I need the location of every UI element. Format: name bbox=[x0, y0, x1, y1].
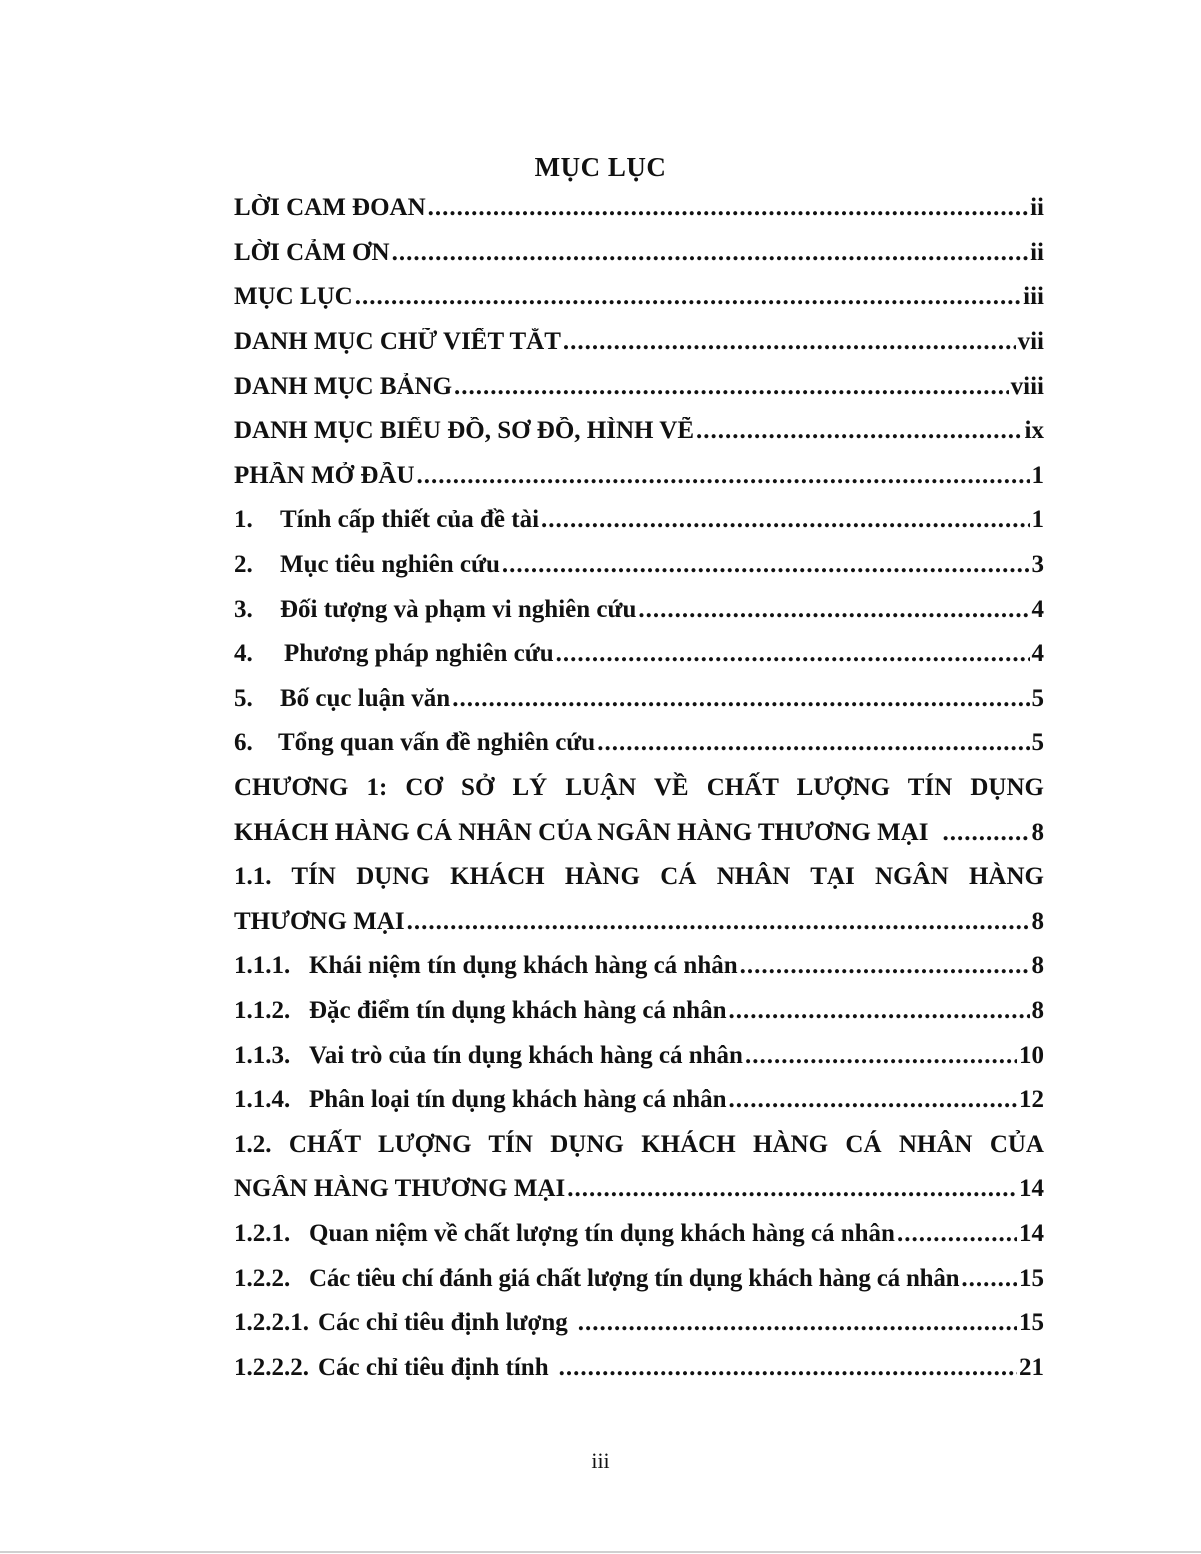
toc-number: 1.1.2. bbox=[234, 996, 291, 1024]
toc-entry-1-1-1[interactable] bbox=[234, 944, 1044, 989]
toc-page-number: ix bbox=[1024, 417, 1044, 445]
toc-entry-muc-luc[interactable] bbox=[234, 275, 1044, 320]
toc-page-number: 8 bbox=[1031, 996, 1044, 1024]
toc-entry-section-1-2-line-2[interactable] bbox=[234, 1167, 1044, 1212]
toc-entry-chapter-1-line-2[interactable] bbox=[234, 810, 1044, 855]
dot-leader bbox=[745, 1042, 1017, 1070]
toc-entry-danh-muc-bang[interactable] bbox=[234, 364, 1044, 409]
toc-page-number: 8 bbox=[1031, 907, 1044, 935]
toc-page-number: 15 bbox=[1019, 1264, 1044, 1292]
toc-label: Đối tượng và phạm vi nghiên cứu bbox=[280, 595, 637, 623]
toc-entry-2[interactable] bbox=[234, 543, 1044, 588]
toc-label: Đặc điểm tín dụng khách hàng cá nhân bbox=[309, 996, 727, 1024]
toc-page-number: 10 bbox=[1019, 1041, 1044, 1069]
toc-page-number: 8 bbox=[1031, 818, 1044, 846]
dot-leader bbox=[392, 239, 1029, 267]
dot-leader bbox=[355, 283, 1021, 311]
toc-label: Các tiêu chí đánh giá chất lượng tín dụng khách hàng cá nhân bbox=[309, 1264, 960, 1292]
dot-leader bbox=[897, 1220, 1017, 1248]
toc-entry-4[interactable] bbox=[234, 632, 1044, 677]
toc-label: Bố cục luận văn bbox=[280, 684, 451, 712]
toc-entry-5[interactable] bbox=[234, 677, 1044, 722]
toc-page-number: vii bbox=[1017, 328, 1044, 356]
toc-label: Phương pháp nghiên cứu bbox=[284, 640, 554, 668]
dot-leader bbox=[567, 1175, 1017, 1203]
toc-entry-1-2-2[interactable] bbox=[234, 1256, 1044, 1301]
toc-entry-loi-cam-on[interactable] bbox=[234, 231, 1044, 276]
dot-leader bbox=[961, 1265, 1017, 1293]
toc-label: Tổng quan vấn đề nghiên cứu bbox=[278, 729, 596, 757]
toc-entry-1-2-1[interactable] bbox=[234, 1212, 1044, 1257]
toc-page-number: 14 bbox=[1019, 1175, 1044, 1203]
toc-page-number: 12 bbox=[1019, 1086, 1044, 1114]
toc-entry-section-1-2-line-1[interactable] bbox=[234, 1122, 1044, 1167]
toc-label: Các chỉ tiêu định lượng bbox=[318, 1309, 568, 1337]
dot-leader bbox=[728, 997, 1029, 1025]
toc-label: THƯƠNG MẠI bbox=[234, 907, 405, 935]
dot-leader bbox=[578, 1309, 1017, 1337]
toc-page-number: 15 bbox=[1019, 1309, 1044, 1337]
toc-page-number: ii bbox=[1030, 194, 1044, 222]
toc-entry-1-1-4[interactable] bbox=[234, 1078, 1044, 1123]
table-of-contents bbox=[234, 186, 1044, 1390]
toc-number: 1.1.3. bbox=[234, 1041, 291, 1069]
dot-leader bbox=[942, 819, 1029, 847]
toc-label: Khái niệm tín dụng khách hàng cá nhân bbox=[309, 952, 738, 980]
toc-entry-1-2-2-1[interactable] bbox=[234, 1301, 1044, 1346]
toc-entry-1-1-2[interactable] bbox=[234, 989, 1044, 1034]
dot-leader bbox=[559, 1354, 1017, 1382]
dot-leader bbox=[407, 908, 1030, 936]
toc-label: NGÂN HÀNG THƯƠNG MẠI bbox=[234, 1175, 566, 1203]
toc-page-number: viii bbox=[1010, 372, 1044, 400]
toc-page-number: 14 bbox=[1019, 1219, 1044, 1247]
toc-page-number: 1 bbox=[1031, 506, 1044, 534]
toc-label: DANH MỤC BẢNG bbox=[234, 372, 453, 400]
toc-number: 1.1.1. bbox=[234, 952, 291, 980]
toc-entry-1-1-3[interactable] bbox=[234, 1033, 1044, 1078]
toc-number: 5. bbox=[234, 684, 253, 712]
toc-page-number: 4 bbox=[1031, 640, 1044, 668]
toc-page-number: 4 bbox=[1031, 595, 1044, 623]
toc-entry-section-1-1-line-2[interactable] bbox=[234, 900, 1044, 945]
dot-leader bbox=[541, 506, 1029, 534]
toc-label: Vai trò của tín dụng khách hàng cá nhân bbox=[309, 1041, 743, 1069]
dot-leader bbox=[597, 729, 1029, 757]
toc-label: Quan niệm về chất lượng tín dụng khách hàng cá nhân bbox=[309, 1219, 895, 1247]
dot-leader bbox=[638, 596, 1029, 624]
toc-entry-danh-muc-bieu-do[interactable] bbox=[234, 409, 1044, 454]
dot-leader bbox=[502, 551, 1030, 579]
dot-leader bbox=[454, 373, 1009, 401]
toc-number: 4. bbox=[234, 640, 253, 668]
footer-page-number: iii bbox=[591, 1448, 610, 1473]
page-title: MỤC LỤC bbox=[534, 152, 667, 182]
toc-label: MỤC LỤC bbox=[234, 283, 353, 311]
dot-leader bbox=[417, 462, 1030, 490]
toc-label: KHÁCH HÀNG CÁ NHÂN CỦA NGÂN HÀNG THƯƠNG MẠI bbox=[234, 818, 929, 846]
toc-label: DANH MỤC BIỂU ĐỒ, SƠ ĐỒ, HÌNH VẼ bbox=[234, 417, 694, 445]
toc-page-number: 21 bbox=[1019, 1353, 1044, 1381]
toc-label: Mục tiêu nghiên cứu bbox=[280, 551, 500, 579]
toc-entry-6[interactable] bbox=[234, 721, 1044, 766]
dot-leader bbox=[696, 417, 1023, 445]
toc-number: 1. bbox=[234, 506, 253, 534]
toc-page-number: iii bbox=[1023, 283, 1044, 311]
toc-label: 1.1. TÍN DỤNG KHÁCH HÀNG CÁ NHÂN TẠI NGÂN HÀNG bbox=[234, 863, 1044, 891]
toc-label: PHẦN MỞ ĐẦU bbox=[234, 461, 415, 489]
toc-label: Các chỉ tiêu định tính bbox=[318, 1353, 549, 1381]
toc-label: DANH MỤC CHỮ VIẾT TẮT bbox=[234, 328, 561, 356]
toc-entry-chapter-1-line-1[interactable] bbox=[234, 766, 1044, 811]
toc-number: 1.2.1. bbox=[234, 1219, 291, 1247]
dot-leader bbox=[740, 952, 1030, 980]
toc-label: 1.2. CHẤT LƯỢNG TÍN DỤNG KHÁCH HÀNG CÁ NHÂN CỦA bbox=[234, 1130, 1044, 1158]
toc-entry-phan-mo-dau[interactable] bbox=[234, 454, 1044, 499]
toc-label: LỜI CẢM ƠN bbox=[234, 238, 390, 266]
dot-leader bbox=[556, 640, 1030, 668]
toc-page-number: ii bbox=[1030, 238, 1044, 266]
toc-label: LỜI CAM ĐOAN bbox=[234, 194, 426, 222]
dot-leader bbox=[428, 194, 1028, 222]
toc-page-number: 1 bbox=[1031, 461, 1044, 489]
page-bottom-edge bbox=[0, 1551, 1201, 1553]
dot-leader bbox=[729, 1086, 1017, 1114]
toc-label: CHƯƠNG 1: CƠ SỞ LÝ LUẬN VỀ CHẤT LƯỢNG TÍN DỤNG bbox=[234, 774, 1044, 802]
toc-entry-1-2-2-2[interactable] bbox=[234, 1345, 1044, 1390]
toc-number: 1.1.4. bbox=[234, 1086, 291, 1114]
toc-page-number: 5 bbox=[1031, 684, 1044, 712]
toc-entry-loi-cam-doan[interactable] bbox=[234, 186, 1044, 231]
toc-number: 2. bbox=[234, 551, 253, 579]
toc-page-number: 3 bbox=[1031, 551, 1044, 579]
toc-entry-chu-viet-tat[interactable] bbox=[234, 320, 1044, 365]
toc-number: 3. bbox=[234, 595, 253, 623]
toc-number: 6. bbox=[234, 729, 253, 757]
toc-label: Phân loại tín dụng khách hàng cá nhân bbox=[309, 1086, 727, 1114]
toc-entry-section-1-1-line-1[interactable] bbox=[234, 855, 1044, 900]
toc-entry-3[interactable] bbox=[234, 587, 1044, 632]
dot-leader bbox=[563, 328, 1016, 356]
toc-number: 1.2.2.1. bbox=[234, 1309, 309, 1337]
toc-page-number: 5 bbox=[1031, 729, 1044, 757]
toc-label: Tính cấp thiết của đề tài bbox=[280, 506, 540, 534]
dot-leader bbox=[452, 685, 1029, 713]
toc-entry-1[interactable] bbox=[234, 498, 1044, 543]
toc-page-number: 8 bbox=[1031, 952, 1044, 980]
toc-number: 1.2.2. bbox=[234, 1264, 291, 1292]
toc-number: 1.2.2.2. bbox=[234, 1353, 309, 1381]
